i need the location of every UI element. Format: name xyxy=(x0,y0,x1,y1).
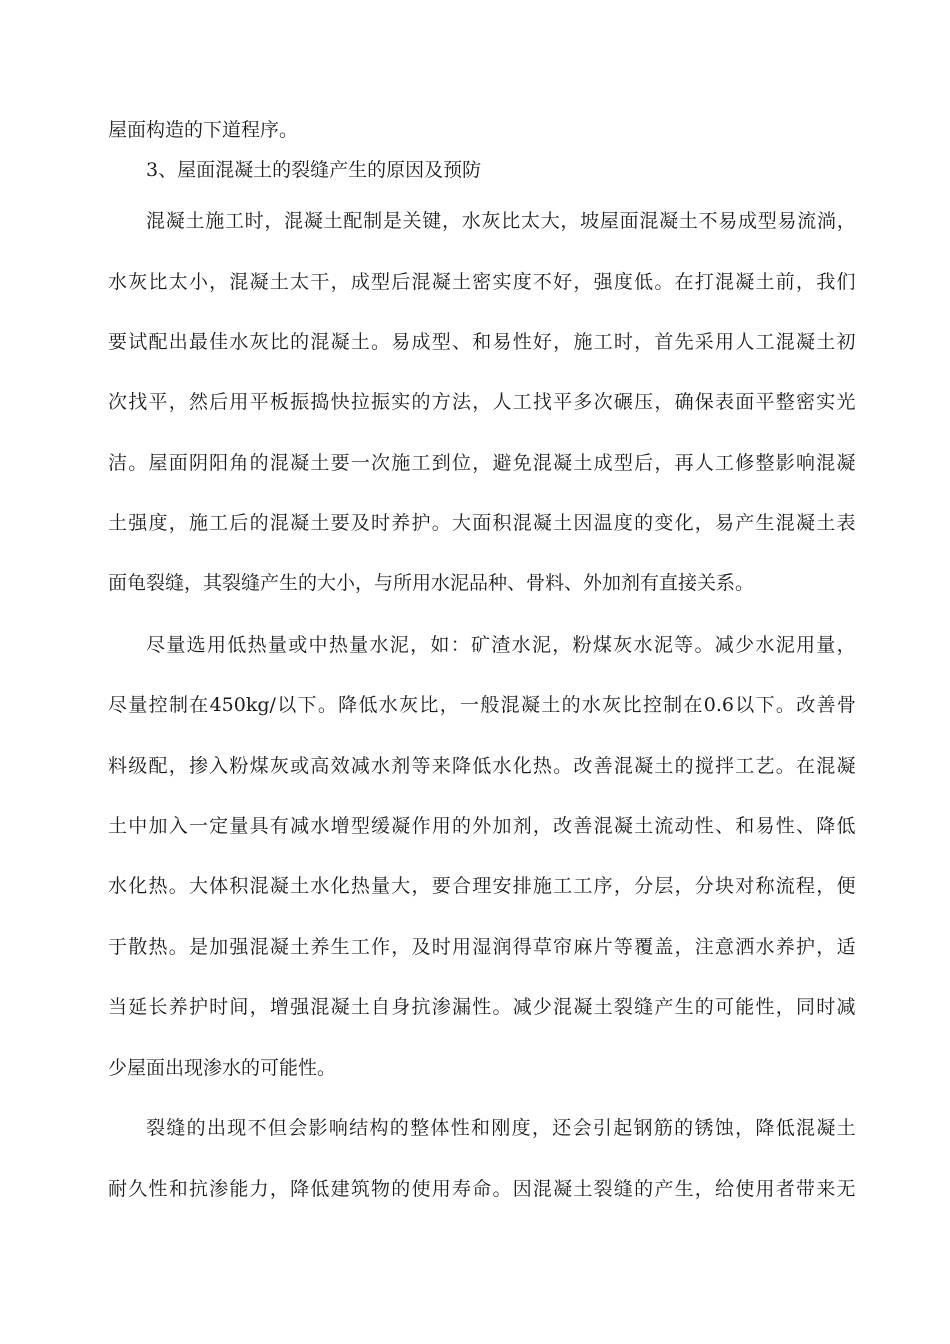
text-line: 次 找 平 ， 然 后 用 平 板 振 捣 快 拉 振 实 的 方 法 ， 人 工 找 平 多 次 碾 压 ， 确 保 表 面 平 整 密 实 光 xyxy=(108,391,856,413)
text-line: 于 散 热 。 是 加 强 混 凝 土 养 生 工 作 ， 及 时 用 湿 润 得 草 帘 麻 片 等 覆 盖 ， 注 意 洒 水 养 护 ， 适 xyxy=(108,936,856,958)
text-line: 耐 久 性 和 抗 渗 能 力 ， 降 低 建 筑 物 的 使 用 寿 命 。 因 混 凝 土 裂 缝 的 产 生 ， 给 使 用 者 带 来 无 xyxy=(108,1178,856,1200)
text-line: 混 凝 土 施 工 时 ， 混 凝 土 配 制 是 关 键 ， 水 灰 比 太 大 ， 坡 屋 面 混 凝 土 不 易 成 型 易 流 淌 ， xyxy=(146,210,856,232)
text-line: 少屋面出现渗水的可能性。 xyxy=(108,1057,337,1079)
text-line: 土 强 度 ， 施 工 后 的 混 凝 土 要 及 时 养 护 。 大 面 积 混 凝 土 因 温 度 的 变 化 ， 易 产 生 混 凝 土 表 xyxy=(108,512,856,534)
text-line: 面龟裂缝，其裂缝产生的大小，与所用水泥品种、骨料、外加剂有直接关系。 xyxy=(108,572,755,594)
text-line: 尽 量 选 用 低 热 量 或 中 热 量 水 泥 ， 如 ： 矿 渣 水 泥 ， 粉 煤 灰 水 泥 等 。 减 少 水 泥 用 量 ， xyxy=(146,634,856,656)
text-line: 水 灰 比 太 小 ， 混 凝 土 太 干 ， 成 型 后 混 凝 土 密 实 度 不 好 ， 强 度 低 。 在 打 混 凝 土 前 ， 我 们 xyxy=(108,271,856,293)
section-heading: 3、屋面混凝土的裂缝产生的原因及预防 xyxy=(146,159,482,181)
text-line: 屋面构造的下道程序。 xyxy=(108,119,299,141)
text-line: 尽 量 控 制 在 450kg/ 以 下 。 降 低 水 灰 比 ， 一 般 混 凝 土 的 水 灰 比 控 制 在 0.6 以 下 。 改 善 骨 xyxy=(108,694,856,716)
text-line: 要 试 配 出 最 佳 水 灰 比 的 混 凝 土 。 易 成 型 、 和 易 性 好 ， 施 工 时 ， 首 先 采 用 人 工 混 凝 土 初 xyxy=(108,331,856,353)
text-line: 水 化 热 。 大 体 积 混 凝 土 水 化 热 量 大 ， 要 合 理 安 排 施 工 工 序 ， 分 层 ， 分 块 对 称 流 程 ， 便 xyxy=(108,875,856,897)
text-line: 洁 。 屋 面 阴 阳 角 的 混 凝 土 要 一 次 施 工 到 位 ， 避 免 混 凝 土 成 型 后 ， 再 人 工 修 整 影 响 混 凝 xyxy=(108,452,856,474)
text-line: 料 级 配 ， 掺 入 粉 煤 灰 或 高 效 减 水 剂 等 来 降 低 水 化 热 。 改 善 混 凝 土 的 搅 拌 工 艺 。 在 混 凝 xyxy=(108,755,856,777)
text-line: 裂 缝 的 出 现 不 但 会 影 响 结 构 的 整 体 性 和 刚 度 ， 还 会 引 起 钢 筋 的 锈 蚀 ， 降 低 混 凝 土 xyxy=(146,1117,856,1139)
text-line: 当 延 长 养 护 时 间 ， 增 强 混 凝 土 自 身 抗 渗 漏 性 。 减 少 混 凝 土 裂 缝 产 生 的 可 能 性 ， 同 时 减 xyxy=(108,996,856,1018)
text-line: 土 中 加 入 一 定 量 具 有 减 水 增 型 缓 凝 作 用 的 外 加 剂 ， 改 善 混 凝 土 流 动 性 、 和 易 性 、 降 低 xyxy=(108,815,856,837)
